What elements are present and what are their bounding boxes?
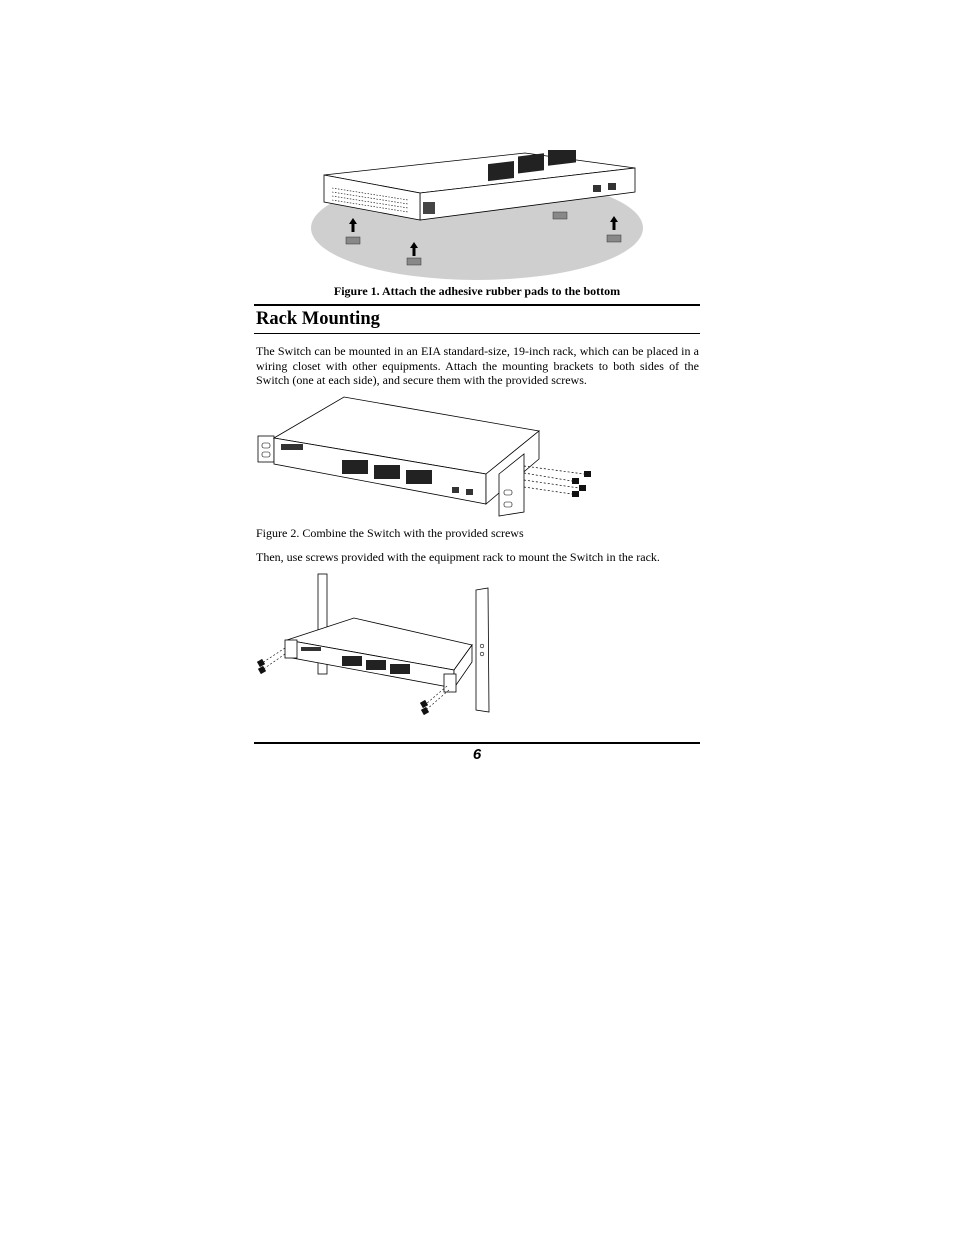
figure1-caption: Figure 1. Attach the adhesive rubber pads to the bottom — [333, 284, 621, 298]
section-bottom-rule — [254, 333, 700, 334]
figure1-illustration — [310, 150, 645, 282]
paragraph-rack-mount: Then, use screws provided with the equipment rack to mount the Switch in the rack. — [256, 550, 660, 564]
figure2-caption: Figure 2. Combine the Switch with the provided screws — [256, 526, 524, 540]
logo-plate — [423, 202, 435, 214]
logo-plate — [301, 647, 321, 651]
page-number: 6 — [472, 746, 482, 763]
section-heading: Rack Mounting — [256, 309, 380, 329]
figure2-illustration — [254, 394, 599, 520]
figure3-illustration — [254, 570, 499, 718]
section-top-rule — [254, 304, 700, 306]
right-bracket — [444, 674, 456, 692]
logo-plate — [281, 444, 303, 450]
rack-rail-right — [476, 588, 489, 712]
footer-rule — [254, 742, 700, 744]
left-bracket — [258, 436, 274, 462]
left-bracket — [285, 640, 297, 658]
screw-icon — [572, 471, 591, 497]
paragraph-rack-intro: The Switch can be mounted in an EIA standard-size, 19-inch rack, which can be placed in a wiring closet with other equipments. Attach the mounting brackets to both sides of the Switch (one at each side), and secure them with the provided screws. — [256, 344, 699, 387]
